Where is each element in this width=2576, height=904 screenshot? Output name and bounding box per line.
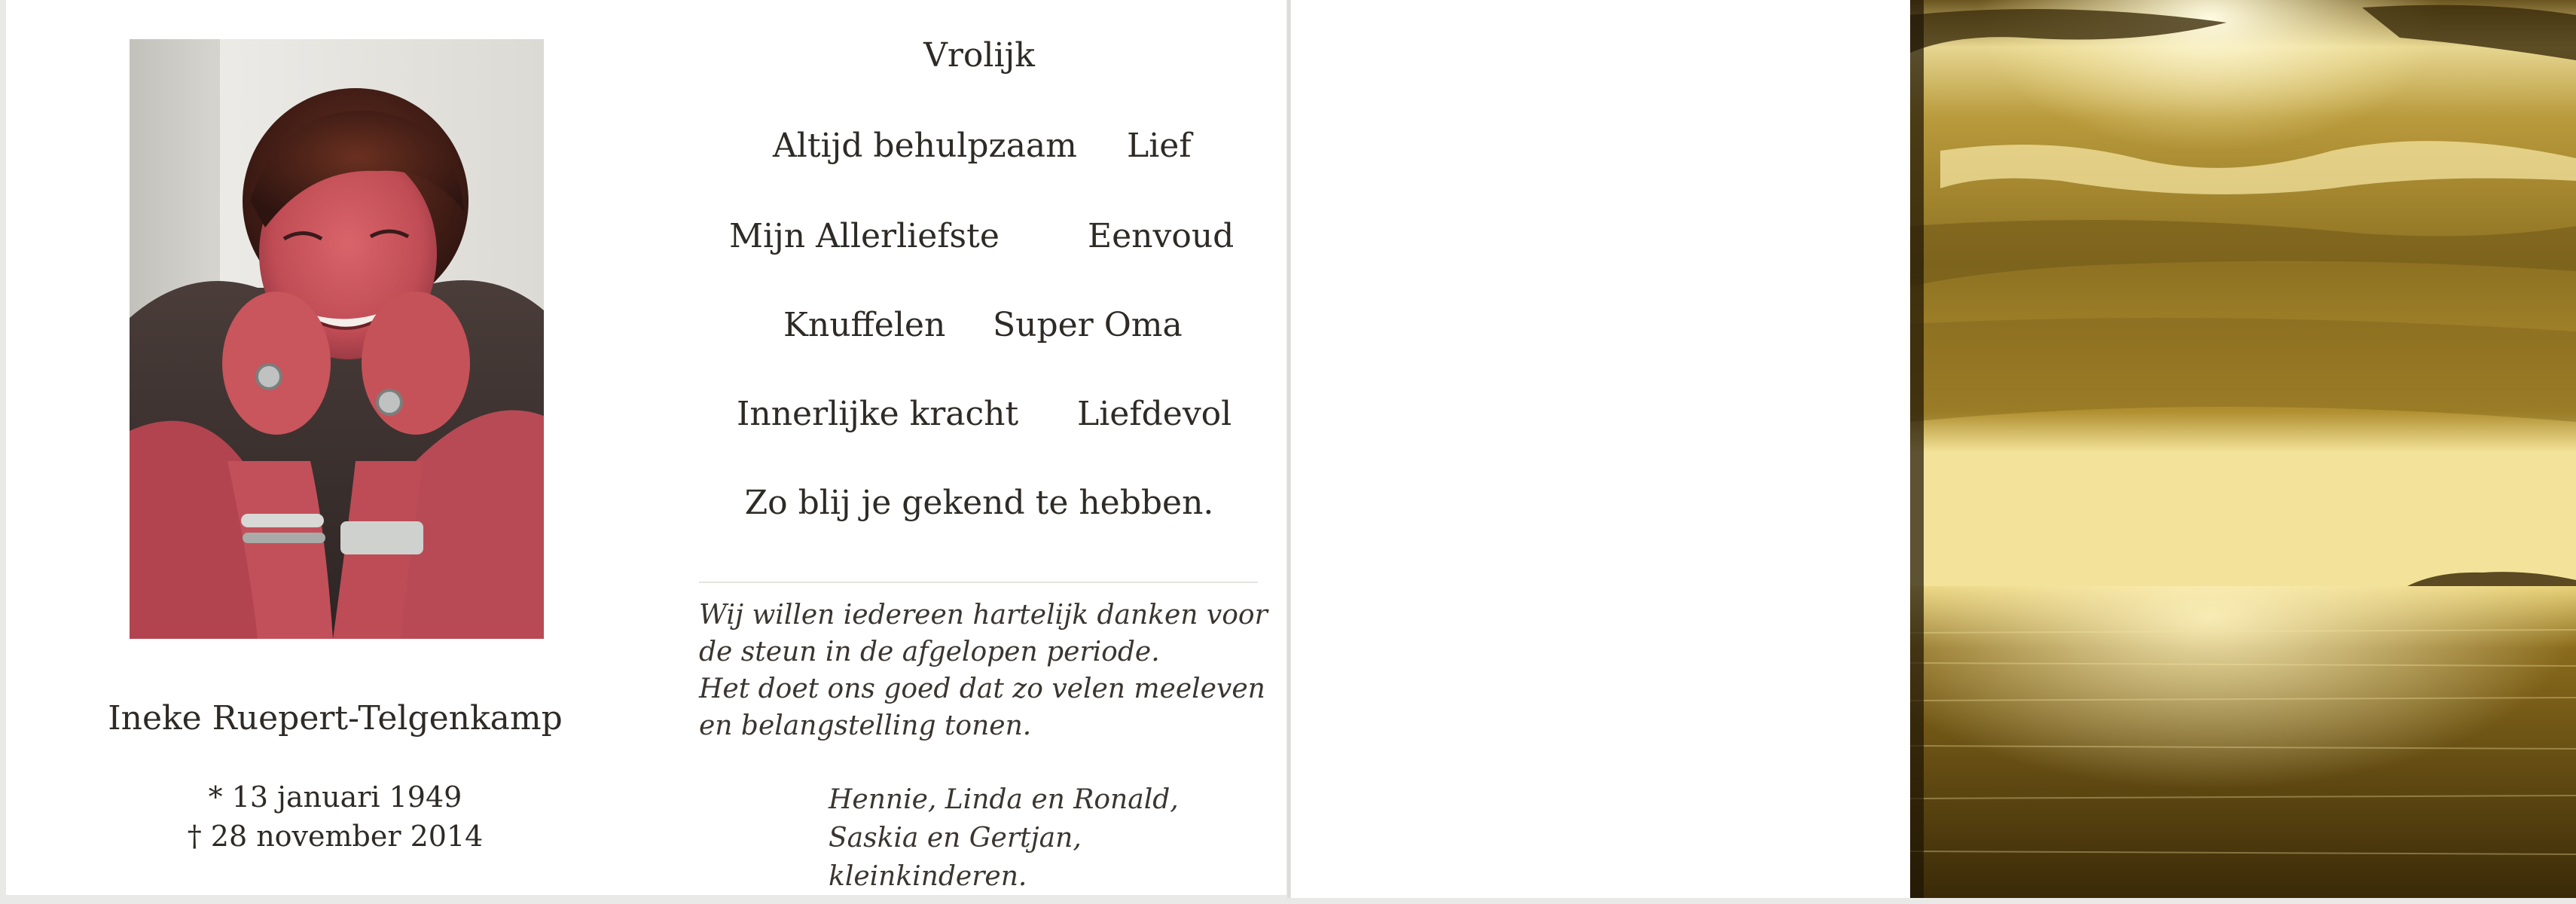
word-row-1 [678, 36, 1280, 81]
word-item: Altijd behulpzaam [773, 127, 1077, 165]
deceased-name: Ineke Ruepert-Telgenkamp [108, 699, 563, 738]
word-item: Knuffelen [783, 306, 946, 344]
thanks-line: Het doet ons goed dat zo velen meeleven [699, 673, 1265, 704]
word-row-4 [678, 306, 1280, 351]
word-row-2 [678, 127, 1280, 172]
sunset-over-sea-photo [1910, 0, 2576, 898]
word-item: Eenvoud [1088, 217, 1235, 255]
thank-you-message [699, 597, 1271, 744]
family-signoff [829, 780, 1280, 896]
word-item: Super Oma [993, 306, 1183, 344]
thanks-line: Wij willen iedereen hartelijk danken voor [699, 600, 1268, 631]
life-dates [60, 777, 610, 856]
word-item: Mijn Allerliefste [729, 217, 1000, 255]
blank-page [1291, 0, 1912, 898]
word-row-5 [678, 395, 1280, 440]
death-date: † 28 november 2014 [187, 820, 484, 853]
divider [699, 582, 1258, 583]
word-item: Innerlijke kracht [737, 395, 1019, 433]
word-item: Liefdevol [1077, 395, 1232, 433]
word-row-3 [678, 217, 1280, 262]
signoff-line: Saskia en Gertjan, kleinkinderen. [829, 823, 1082, 892]
closing-line-row [678, 484, 1280, 529]
signoff-line: Hennie, Linda en Ronald, [829, 784, 1179, 815]
word-item: Lief [1127, 127, 1192, 165]
closing-line: Zo blij je gekend te hebben. [744, 484, 1214, 522]
thanks-line: de steun in de afgelopen periode. [699, 637, 1160, 667]
fold-line [1287, 0, 1290, 898]
portrait-photo [130, 39, 544, 639]
birth-date: * 13 januari 1949 [208, 780, 462, 814]
word-item: Vrolijk [923, 36, 1035, 75]
thanks-line: en belangstelling tonen. [699, 710, 1032, 741]
